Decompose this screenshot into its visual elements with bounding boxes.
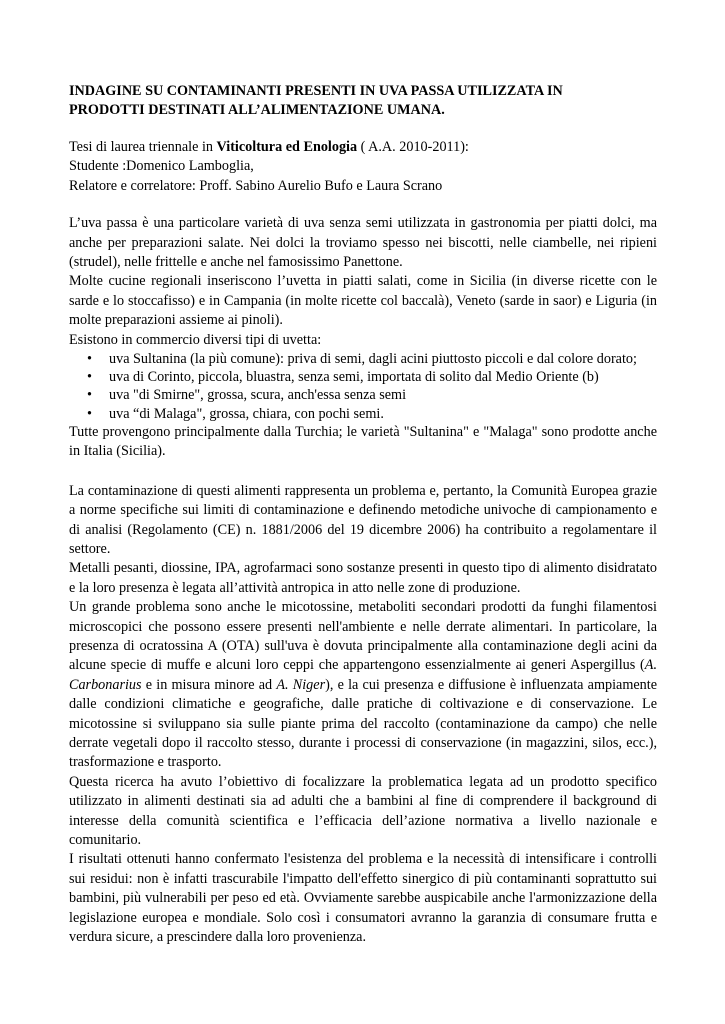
paragraph-origin: Tutte provengono principalmente dalla Turchia; le varietà "Sultanina" e "Malaga" sono prodotte anche in Italia (Sicilia). <box>69 423 657 460</box>
paragraph-research-goal: Questa ricerca ha avuto l’obiettivo di focalizzare la problematica legata ad un prodotto specifico utilizzato in alimenti destinati sia ad adulti che a bambini al fine di comprendere il background di interesse della comunità scientifica e l’efficacia dell’azione normativa a livello nazionale e comunitario. <box>69 773 657 848</box>
student-line: Studente :Domenico Lamboglia, <box>69 158 254 175</box>
raisin-types-list <box>69 350 657 423</box>
thesis-course: Viticoltura ed Enologia <box>216 139 358 155</box>
paragraph-intro: L’uva passa è una particolare varietà di uva senza semi utilizzata in gastronomia per piatti dolci, ma anche per preparazioni salate. Nei dolci la troviamo spesso nei biscotti, nelle ciambelle, nei ripieni (strudel), nelle frittelle e anche nel famosissimo Panettone. <box>69 215 657 271</box>
list-intro: Esistono in commercio diversi tipi di uvetta: <box>69 331 322 348</box>
species-niger: A. Niger <box>276 676 326 693</box>
thesis-prefix: Tesi di laurea triennale in <box>69 139 217 155</box>
paragraph-pollutants: Metalli pesanti, diossine, IPA, agrofarmaci sono sostanze presenti in questo tipo di alimento disidratato e la loro presenza è legata all’attività antropica in atto nelle zone di produzione. <box>69 560 657 596</box>
paragraph-regional-cuisine: Molte cucine regionali inseriscono l’uvetta in piatti salati, come in Sicilia (in diverse ricette con le sarde e lo stoccafisso) e in Campania (in molte ricette col baccalà), Veneto (sarde in saor) e Liguria (in molte preparazioni assieme ai pinoli). <box>69 273 657 329</box>
species-carbonarius: A. Carbonarius <box>69 657 657 693</box>
title-line-1: INDAGINE SU CONTAMINANTI PRESENTI IN UVA PASSA UTILIZZATA IN <box>69 83 563 99</box>
list-item: • uva "di Smirne", grossa, scura, anch'essa senza semi <box>69 386 657 404</box>
paragraph-results: I risultati ottenuti hanno confermato l'esistenza del problema e la necessità di intensificare i controlli sui residui: non è infatti trascurabile l'impatto dell'effetto sinergico di più contaminanti soprattutto sui bambini, più vulnerabili per peso ed età. Ovviamente sarebbe auspicabile anche l'armonizzazione della legislazione europea e mondiale. Solo così i consumatori avranno la garanzia di consumare frutta e verdura sicure, a prescindere dalla loro provenienza. <box>69 851 657 946</box>
list-item: • uva di Corinto, piccola, bluastra, senza semi, importata di solito dal Medio Oriente (b) <box>69 368 657 386</box>
paragraph-mycotoxins <box>69 598 657 773</box>
document-title <box>69 82 657 120</box>
list-item: • uva Sultanina (la più comune): priva di semi, dagli acini piuttosto piccoli e dal colore dorato; <box>69 350 657 368</box>
title-line-2: PRODOTTI DESTINATI ALL’ALIMENTAZIONE UMANA. <box>69 102 445 118</box>
section-spacer <box>69 462 657 482</box>
thesis-line <box>69 138 657 157</box>
paragraph-contamination: La contaminazione di questi alimenti rappresenta un problema e, pertanto, la Comunità Europea grazie a norme specifiche sui limiti di contaminazione e definendo metodiche univoche di campionamento e di analisi (Regolamento (CE) n. 1881/2006 del 19 dicembre 2006) ha contribuito a regolamentare il settore. <box>69 482 657 557</box>
list-item: • uva “di Malaga", grossa, chiara, con pochi semi. <box>69 405 657 423</box>
thesis-year: ( A.A. 2010-2011): <box>357 139 469 155</box>
mycotoxins-text-b: e in misura minore ad <box>141 676 277 693</box>
document-body <box>69 82 657 947</box>
mycotoxins-text-c: ), e la cui presenza e diffusione è influenzata ampiamente dalle condizioni climatiche e geografiche, dalle pratiche di coltivazione e di conservazione. Le micotossine si sviluppano sia sulle piante prima del raccolto (contaminazione da campo) che nelle derrate vegetali dopo il raccolto stesso, durante i processi di conservazione (in magazzini, silos, ecc.), trasformazione e trasporto. <box>69 676 657 771</box>
advisors-line: Relatore e correlatore: Proff. Sabino Aurelio Bufo e Laura Scrano <box>69 177 443 194</box>
thesis-info <box>69 138 657 196</box>
mycotoxins-text-a: Un grande problema sono anche le micotossine, metaboliti secondari prodotti da funghi filamentosi microscopici che possono essere presenti nell'ambiente e nelle derrate alimentari. In particolare, la presenza di ocratossina A (OTA) sull'uva è dovuta principalmente alla contaminazione degli acini da alcune specie di muffe e alcuni loro ceppi che appartengono essenzialmente ai generi Aspergillus ( <box>69 599 657 674</box>
